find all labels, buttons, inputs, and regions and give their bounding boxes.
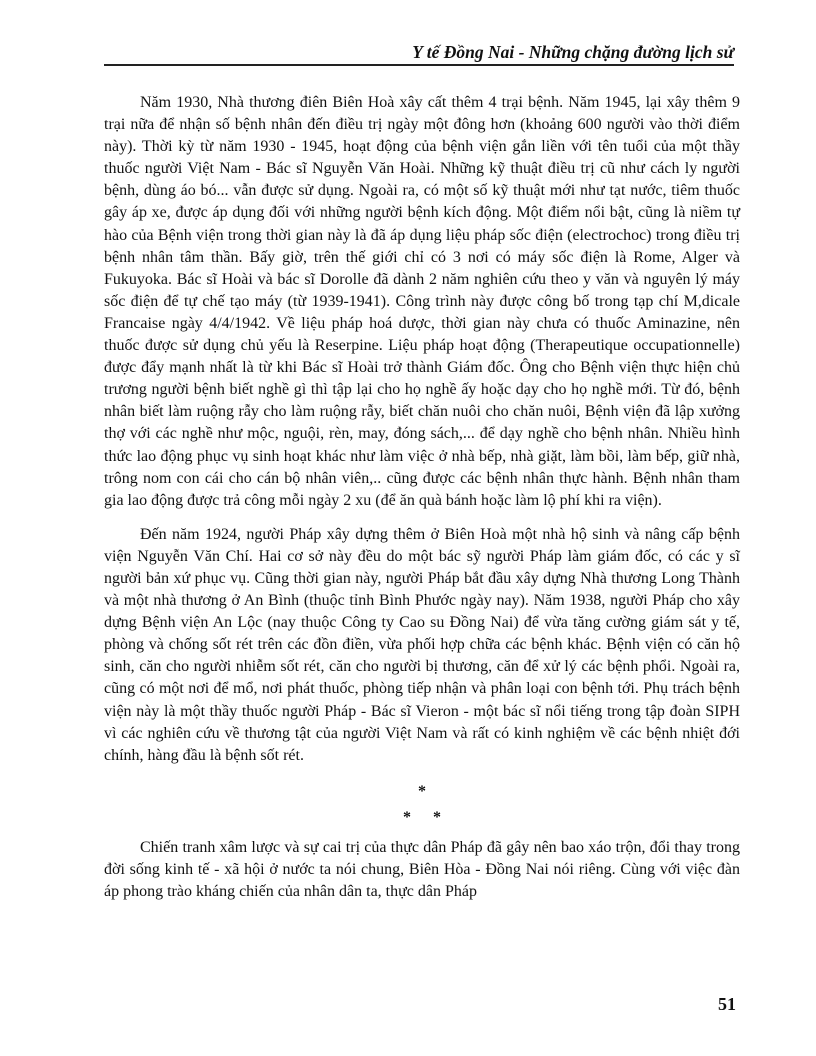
divider-stars-bottom: ** (403, 808, 463, 826)
running-header (104, 38, 734, 66)
header-rule (104, 64, 734, 66)
paragraph-2: Đến năm 1924, người Pháp xây dựng thêm ở Biên Hoà một nhà hộ sinh và nâng cấp bệnh viện Nguyễn Văn Chí. Hai cơ sở này đều do một bác sỹ người Pháp làm giám đốc, có các y sĩ người bản xứ phục vụ. Cũng thời gian này, người Pháp bắt đầu xây dựng Nhà thương Long Thành và một nhà thương ở An Bình (thuộc tỉnh Bình Phước ngày nay). Năm 1938, người Pháp cho xây dựng Bệnh viện An Lộc (nay thuộc Công ty Cao su Đồng Nai) để vừa tăng cường giám sát y tế, phòng và chống sốt rét trên các đồn điền, vừa phối hợp chữa các bệnh khác. Bệnh viện có căn hộ sinh, căn cho người nhiễm sốt rét, căn cho người bị thương, căn để xử lý các bệnh phổi. Ngoài ra, cũng có một nơi để mổ, nơi phát thuốc, phòng tiếp nhận và phân loại con bệnh tới. Phụ trách bệnh viện này là một thầy thuốc người Pháp - Bác sĩ Vieron - một bác sĩ nổi tiếng trong tập đoàn SIPH vì các nghiên cứu về thương tật của người Việt Nam và rất có kinh nghiệm về các bệnh nhiệt đới chính, hàng đầu là bệnh sốt rét. (104, 525, 740, 764)
header-title: Y tế Đồng Nai - Những chặng đường lịch sử (412, 42, 734, 62)
divider-star-top: * (418, 782, 426, 800)
paragraph-1: Năm 1930, Nhà thương điên Biên Hoà xây cất thêm 4 trại bệnh. Năm 1945, lại xây thêm 9 trại nữa để nhận số bệnh nhân đến điều trị ngày một đông hơn (khoảng 600 người vào thời điểm này). Thời kỳ từ năm 1930 - 1945, hoạt động của bệnh viện gắn liền với tên tuổi của một thầy thuốc người Việt Nam - Bác sĩ Nguyễn Văn Hoài. Những kỹ thuật điều trị cũ như cách ly người bệnh, dùng áo bó... vẫn được sử dụng. Ngoài ra, có một số kỹ thuật mới như tạt nước, tiêm thuốc gây áp xe, được áp dụng đối với những người bệnh kích động. Một điểm nổi bật, cũng là niềm tự hào của Bệnh viện trong thời gian này là đã áp dụng liệu pháp sốc điện (electrochoc) trong điều trị bệnh nhân tâm thần. Bấy giờ, trên thế giới chỉ có 3 nơi có máy sốc điện là Rome, Alger và Fukuyoka. Bác sĩ Hoài và bác sĩ Dorolle đã dành 2 năm nghiên cứu theo y văn và nguyên lý máy sốc điện để tự chế tạo máy (từ 1939-1941). Công trình này được công bố trong tạp chí M,dicale Francaise ngày 4/4/1942. Về liệu pháp hoá dược, thời gian này chưa có thuốc Aminazine, nên thuốc được sử dụng chủ yếu là Reserpine. Liệu pháp hoạt động (Therapeutique occupationnelle) được đẩy mạnh nhất là từ khi Bác sĩ Hoài trở thành Giám đốc. Ông cho Bệnh viện thực hiện chủ trương người bệnh biết nghề gì thì tập lại cho họ nghề ấy hoặc dạy cho họ nghề mới. Từ đó, bệnh nhân biết làm ruộng rẫy cho làm ruộng rẫy, biết chăn nuôi cho chăn nuôi, Bệnh viện đã lập xưởng thợ với các nghề như mộc, nguội, rèn, may, đóng sách,... để dạy nghề cho bệnh nhân. Nhiều hình thức lao động phục vụ sinh hoạt khác như làm việc ở nhà bếp, nhà giặt, làm bồi, làm bếp, giữ nhà, trông nom con cái cho cán bộ nhân viên,.. cũng được các bệnh nhân thực hành. Bệnh nhân tham gia lao động được trả công mỗi ngày 2 xu (để ăn quà bánh hoặc làm lộ phí khi ra viện). (104, 94, 740, 509)
body-text (104, 92, 740, 915)
page-number: 51 (718, 994, 736, 1014)
paragraph-3: Chiến tranh xâm lược và sự cai trị của thực dân Pháp đã gây nên bao xáo trộn, đổi thay trong đời sống kinh tế - xã hội ở nước ta nói chung, Biên Hòa - Đồng Nai nói riêng. Cùng với việc đàn áp phong trào kháng chiến của nhân dân ta, thực dân Pháp (104, 838, 740, 900)
section-divider (104, 779, 740, 831)
